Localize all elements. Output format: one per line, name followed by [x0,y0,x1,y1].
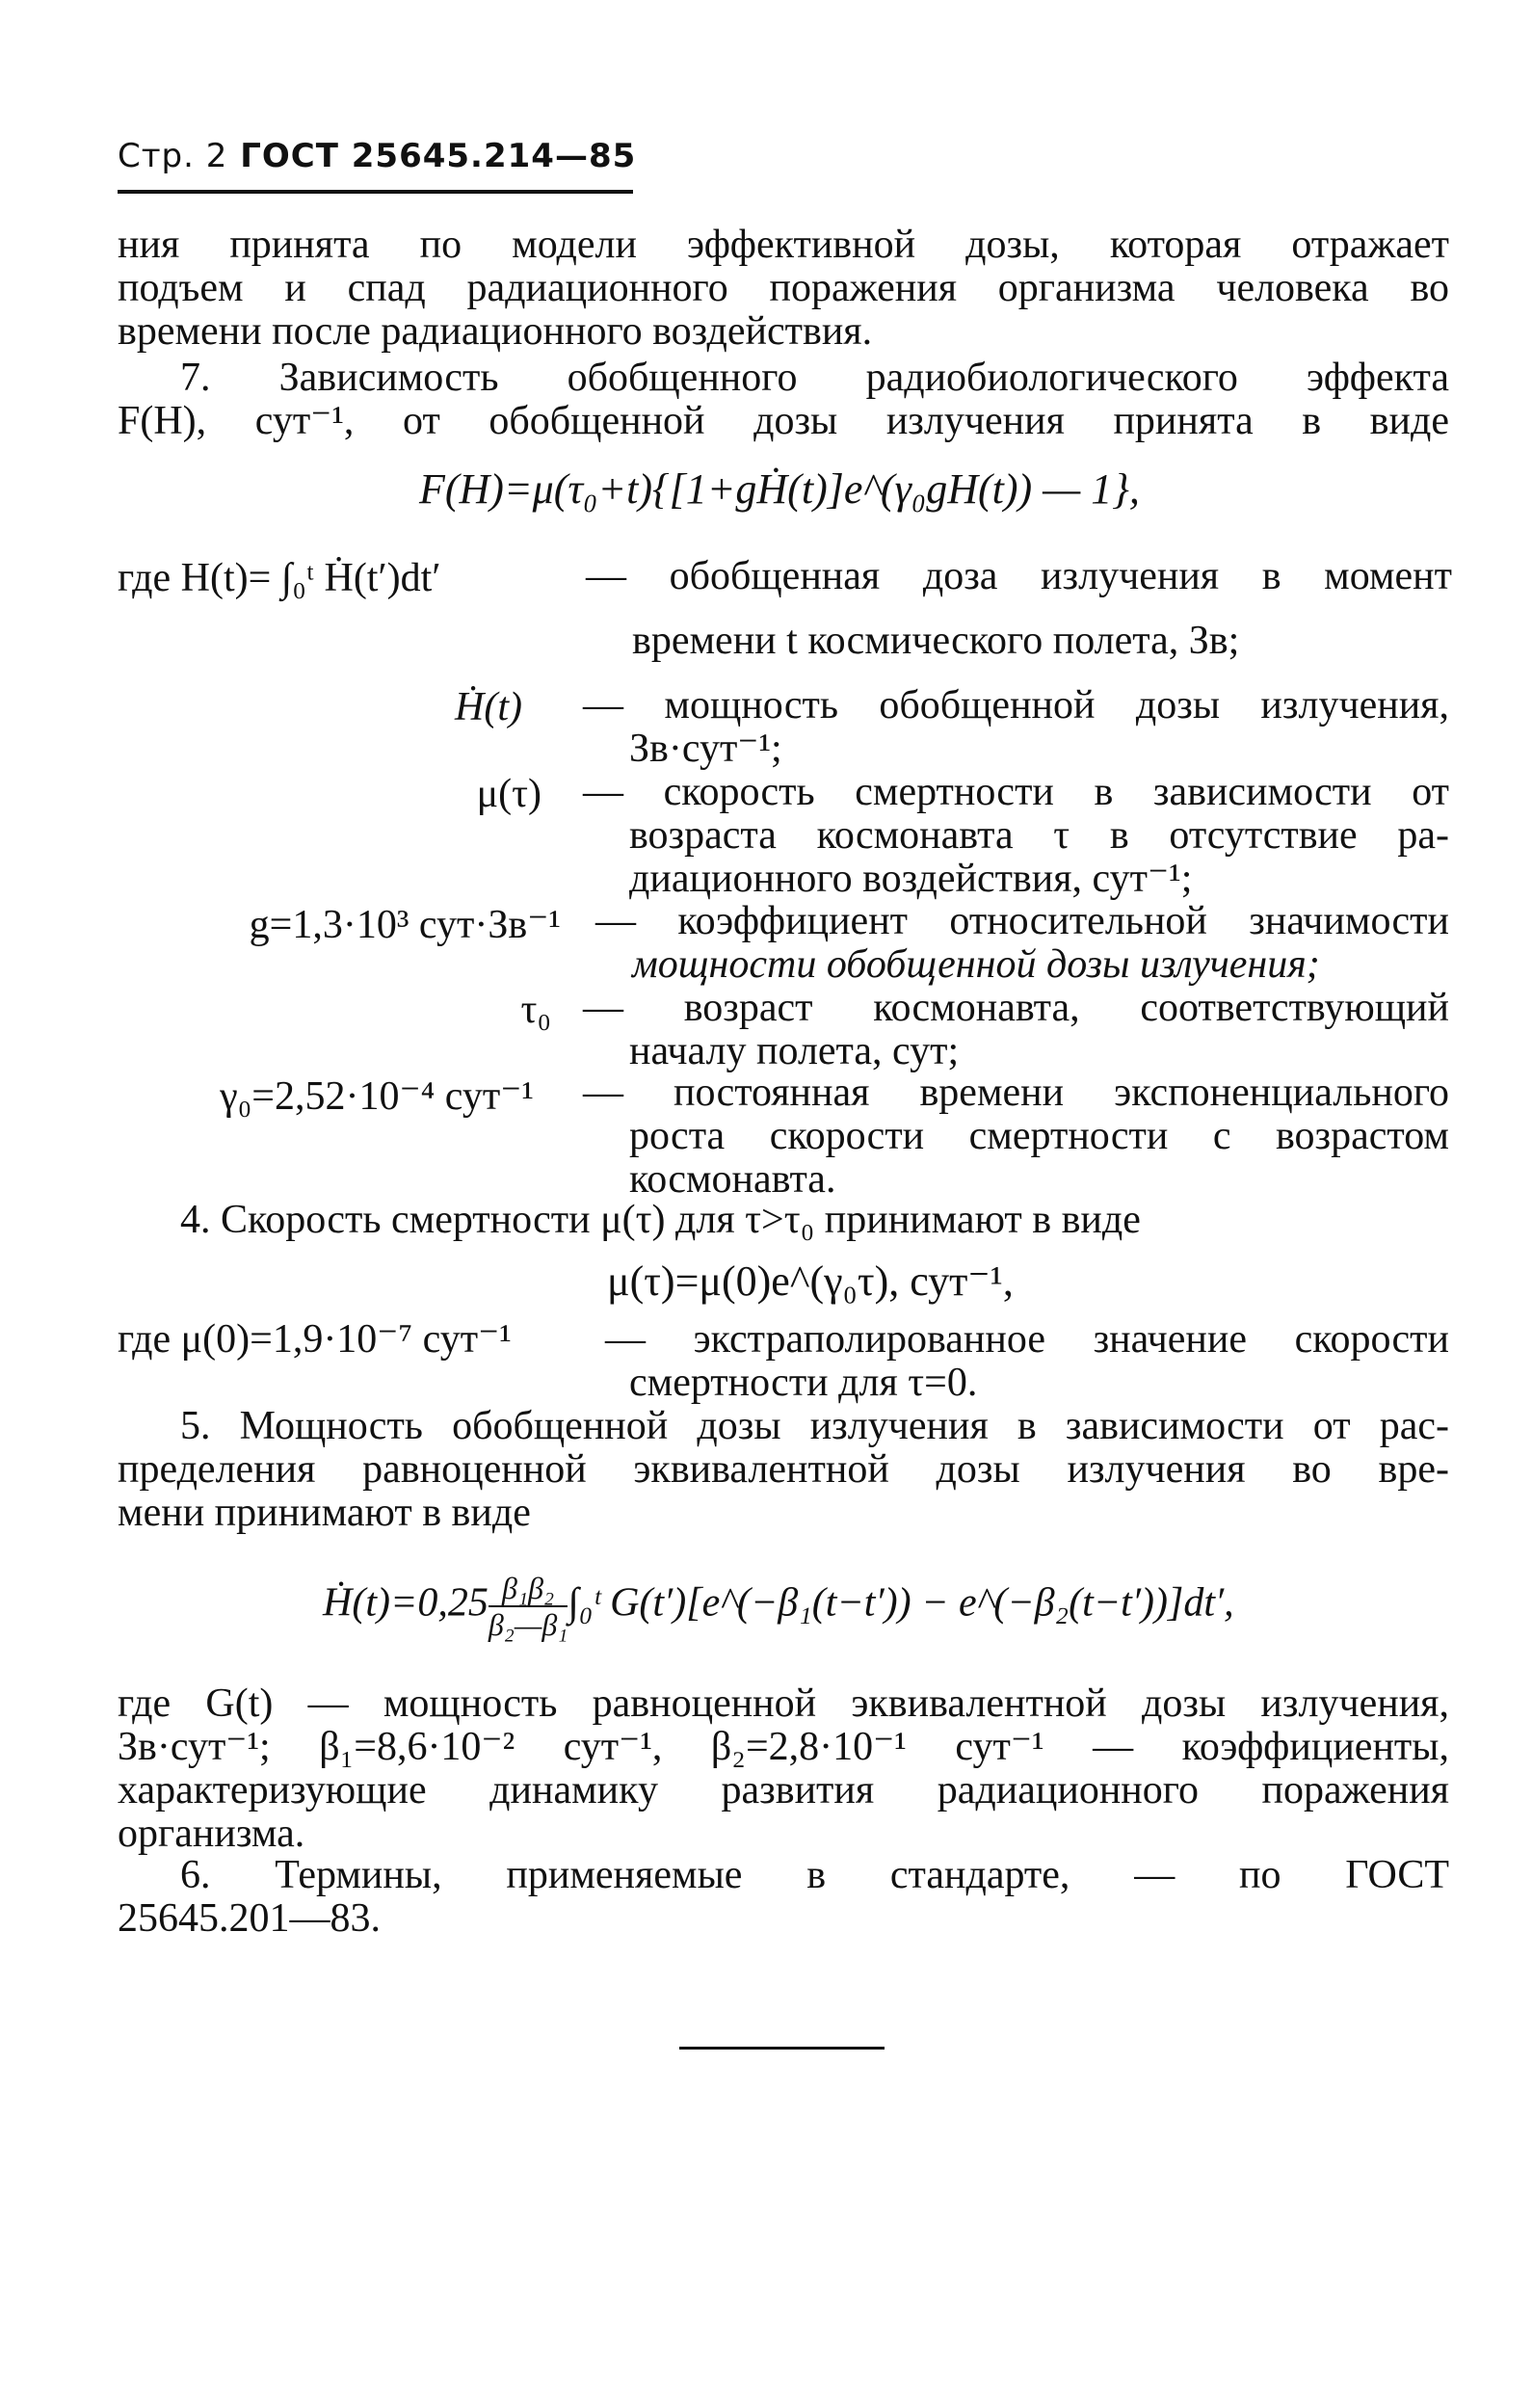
formula-mortality: μ(τ)=μ(0)e^(γ₀τ), сут⁻¹, [607,1257,1014,1305]
fraction-numerator: β₁β₂ [489,1571,568,1607]
definition-line: роста скорости смертности с возрастом [629,1114,1449,1158]
text-line: 6. Термины, применяемые в стандарте, — по ГОСТ [180,1853,1449,1897]
doc-code: ГОСТ 25645.214—85 [240,137,637,175]
definition-line: времени t космического полета, Зв; [632,619,1240,663]
definition-text [586,555,1452,663]
text-line: F(H), сут⁻¹, от обобщенной дозы излучения принята в виде [118,399,1449,443]
definition-symbol: g=1,3·10³ сут·Зв⁻¹ [249,903,561,947]
header-rule [118,190,633,194]
page-label: Стр. 2 [118,137,228,175]
definition-line: — мощность обобщенной дозы излучения, [583,683,1449,728]
definition-symbol: Ḣ(t) [455,685,522,729]
definition-line: — коэффициент относительной значимости [595,899,1449,943]
definition-text [595,900,1449,987]
definition-line: — обобщенная доза излучения в момент [586,554,1452,598]
text-line: мени принимают в виде [118,1491,531,1535]
definition-text [583,684,1449,771]
definition-line: смертности для τ=0. [629,1361,978,1405]
formula-dose-rate [323,1571,1234,1642]
text-line: пределения равноценной эквивалентной дозы излучения во вре- [118,1447,1449,1492]
intro-paragraph [118,224,1449,354]
formula-prefix: Ḣ(t)=0,25 [323,1580,489,1626]
definition-symbol: γ₀=2,52·10⁻⁴ сут⁻¹ [220,1074,534,1119]
text-line: Зв·сут⁻¹; β₁=8,6·10⁻² сут⁻¹, β₂=2,8·10⁻¹ сут⁻¹ — коэффициенты, [118,1725,1449,1769]
section-5-after [118,1682,1449,1856]
definition-line: — постоянная времени экспоненциального [583,1071,1449,1115]
definition-text [583,1072,1449,1202]
definition-symbol: τ₀ [520,988,551,1032]
section-7-paragraph [118,357,1449,443]
text-line: 5. Мощность обобщенной дозы излучения в зависимости от рас- [180,1404,1449,1448]
definition-text [583,771,1449,901]
formula-body: ∫₀ᵗ G(t′)[e^(−β₁(t−t′)) − e^(−β₂(t−t′))]dt′, [568,1580,1234,1626]
text-line: 25645.201—83. [118,1896,381,1941]
text-line: подъем и спад радиационного поражения организма человека во [118,266,1449,310]
definition-text [583,987,1449,1073]
text-line: организма. [118,1812,305,1856]
definition-line: — скорость смертности в зависимости от [583,770,1449,814]
definition-line: мощности обобщенной дозы излучения; [632,942,1320,987]
end-rule [679,2047,885,2050]
text-line: ния принята по модели эффективной дозы, которая отражает [118,223,1449,267]
text-line: 4. Скорость смертности μ(τ) для τ>τ₀ принимают в виде [180,1198,1141,1242]
definition-line: — возраст космонавта, соответствующий [583,986,1449,1030]
definition-line: диационного воздействия, сут⁻¹; [629,857,1193,901]
definition-line: Зв·сут⁻¹; [629,727,782,771]
definition-line: космонавта. [629,1157,836,1202]
section-4-paragraph [180,1199,1317,1242]
definition-line: началу полета, сут; [629,1029,960,1073]
definition-symbol: где H(t)= ∫₀ᵗ Ḣ(t′)dt′ [118,556,441,600]
page-header [118,137,636,175]
definition-line: возраста космонавта τ в отсутствие ра- [629,813,1449,858]
section-5-paragraph [118,1405,1449,1535]
text-line: времени после радиационного воздействия. [118,309,873,354]
definition-line: — экстраполированное значение скорости [605,1317,1449,1362]
fraction-denominator: β₂—β₁ [488,1607,568,1642]
section-6-paragraph [118,1854,1449,1941]
definition-text [605,1318,1449,1405]
formula-fraction [489,1571,568,1642]
text-line: 7. Зависимость обобщенного радиобиологического эффекта [180,356,1449,400]
text-line: где G(t) — мощность равноценной эквивалентной дозы излучения, [118,1681,1449,1726]
definition-symbol: где μ(0)=1,9·10⁻⁷ сут⁻¹ [118,1317,512,1362]
definition-symbol: μ(τ) [476,772,541,816]
formula-effect: F(H)=μ(τ₀+t){[1+gḢ(t)]e^(γ₀gH(t)) — 1}, [419,465,1140,513]
text-line: характеризующие динамику развития радиационного поражения [118,1768,1449,1813]
